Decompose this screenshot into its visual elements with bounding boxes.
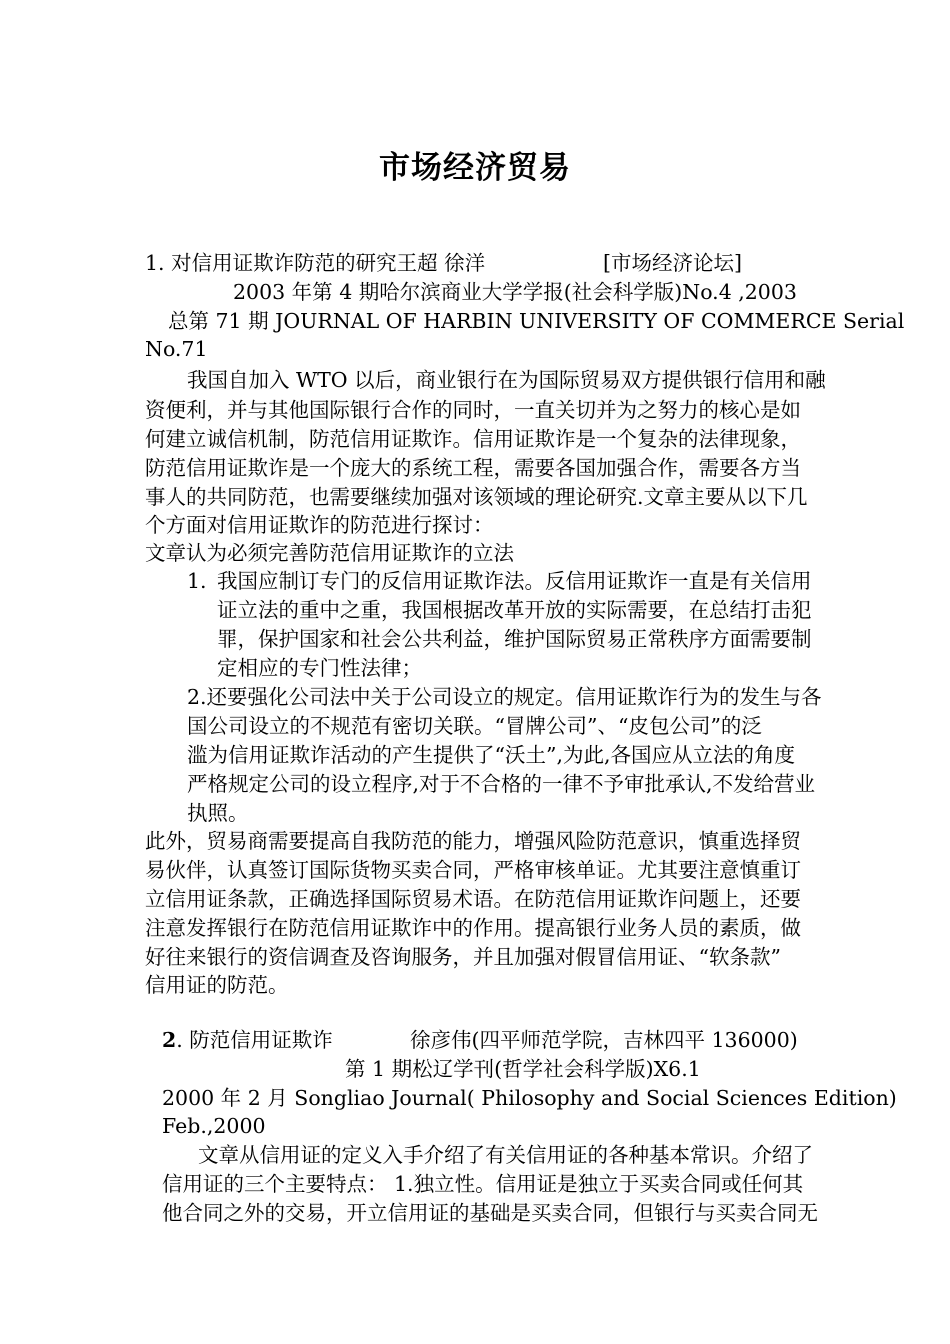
list-item-line: 2.还要强化公司法中关于公司设立的规定。信用证欺诈行为的发生与各 [187, 685, 822, 709]
article1-intro-line: 事人的共同防范，也需要继续加强对该领域的理论研究.文章主要从以下几 [145, 485, 808, 509]
list-item-line: 定相应的专门性法律； [217, 656, 422, 680]
article1-intro-line: 个方面对信用证欺诈的防范进行探讨： [145, 513, 494, 537]
article1-tag: [市场经济论坛] [603, 251, 742, 275]
article2-number: 2 [162, 1028, 177, 1052]
page-title: 市场经济贸易 [379, 150, 571, 186]
article1-heading: 1. 对信用证欺诈防范的研究王超 徐洋 [145, 251, 486, 275]
list-item-line: 证立法的重中之重，我国根据改革开放的实际需要，在总结打击犯 [217, 598, 812, 622]
list-item-line: 罪，保护国家和社会公共利益，维护国际贸易正常秩序方面需要制 [217, 627, 812, 651]
article1-source-line2: 总第 71 期 JOURNAL OF HARBIN UNIVERSITY OF COMMERCE Serial [168, 309, 905, 333]
article1-intro-line: 我国自加入 WTO 以后，商业银行在为国际贸易双方提供银行信用和融 [187, 368, 826, 392]
article1-source-line1: 2003 年第 4 期哈尔滨商业大学学报(社会科学版)No.4 ,2003 [233, 280, 797, 304]
article2-title: . 防范信用证欺诈 [176, 1028, 333, 1052]
article1-intro-line: 防范信用证欺诈是一个庞大的系统工程，需要各国加强合作，需要各方当 [145, 456, 801, 480]
article1-closing-line: 好往来银行的资信调查及咨询服务，并且加强对假冒信用证、“软条款” [145, 945, 781, 969]
article2-body-line: 信用证的三个主要特点： 1.独立性。信用证是独立于买卖合同或任何其 [162, 1172, 804, 1196]
article1-source-line3: No.71 [145, 337, 208, 361]
list-item-line: 严格规定公司的设立程序,对于不合格的一律不予审批承认,不发给营业 [187, 772, 816, 796]
article2-body-line: 他合同之外的交易，开立信用证的基础是买卖合同，但银行与买卖合同无 [162, 1201, 818, 1225]
list-item-line: 我国应制订专门的反信用证欺诈法。反信用证欺诈一直是有关信用 [217, 569, 812, 593]
article1-closing-line: 注意发挥银行在防范信用证欺诈中的作用。提高银行业务人员的素质，做 [145, 916, 801, 940]
article2-source-line2: 2000 年 2 月 Songliao Journal( Philosophy and Social Sciences Edition) [162, 1086, 897, 1110]
article2-source-line3: Feb.,2000 [162, 1114, 266, 1138]
list-item-line: 执照。 [187, 801, 249, 825]
article1-closing-line: 信用证的防范。 [145, 973, 289, 997]
article2-author: 徐彦伟(四平师范学院，吉林四平 136000) [410, 1028, 798, 1052]
article2-body-line: 文章从信用证的定义入手介绍了有关信用证的各种基本常识。介绍了 [198, 1143, 813, 1167]
article1-closing-line: 立信用证条款，正确选择国际贸易术语。在防范信用证欺诈问题上，还要 [145, 887, 801, 911]
list-item-line: 国公司设立的不规范有密切关联。“冒牌公司”、“皮包公司”的泛 [187, 714, 762, 738]
article1-intro-line: 资便利，并与其他国际银行合作的同时，一直关切并为之努力的核心是如 [145, 398, 801, 422]
list-item-line: 滥为信用证欺诈活动的产生提供了“沃土”,为此,各国应从立法的角度 [187, 743, 795, 767]
article2-heading [162, 1026, 333, 1054]
article2-source-line1: 第 1 期松辽学刊(哲学社会科学版)X6.1 [345, 1057, 701, 1081]
article1-closing-line: 易伙伴，认真签订国际货物买卖合同，严格审核单证。尤其要注意慎重订 [145, 858, 801, 882]
article1-subheading: 文章认为必须完善防范信用证欺诈的立法 [145, 541, 514, 565]
list-item-number: 1. [187, 569, 207, 593]
article1-intro-line: 何建立诚信机制，防范信用证欺诈。信用证欺诈是一个复杂的法律现象， [145, 427, 801, 451]
article1-closing-line: 此外，贸易商需要提高自我防范的能力，增强风险防范意识，慎重选择贸 [145, 829, 801, 853]
